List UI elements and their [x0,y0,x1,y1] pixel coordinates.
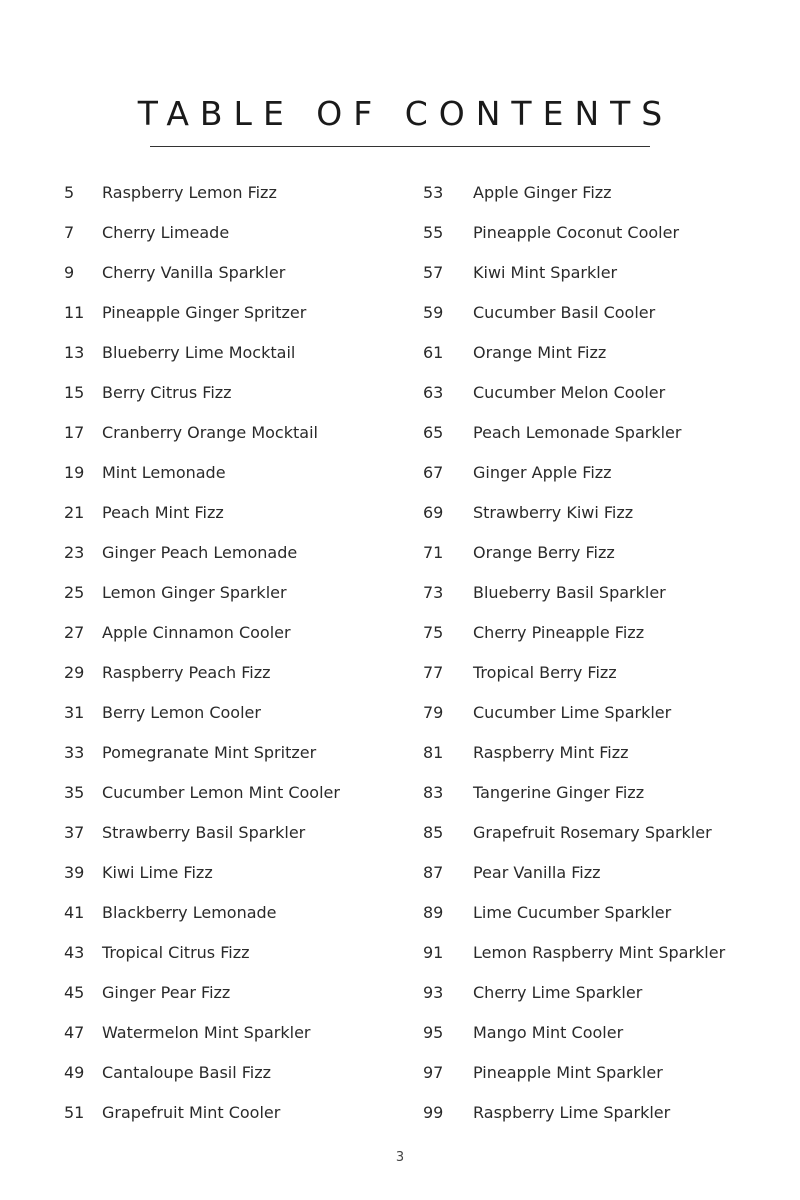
toc-recipe-name: Pear Vanilla Fizz [473,862,601,882]
toc-recipe-name: Blackberry Lemonade [102,902,277,922]
toc-page-number: 87 [423,862,444,882]
toc-page-number: 43 [64,942,85,962]
toc-entry [64,1092,404,1132]
toc-recipe-name: Orange Berry Fizz [473,542,615,562]
toc-recipe-name: Lemon Raspberry Mint Sparkler [473,942,726,962]
toc-page-number: 93 [423,982,444,1002]
toc-recipe-name: Cherry Vanilla Sparkler [102,262,286,282]
toc-recipe-name: Strawberry Basil Sparkler [102,822,306,842]
toc-page-number: 17 [64,422,85,442]
toc-entry [423,252,793,292]
toc-page-number: 67 [423,462,444,482]
toc-entry [423,372,793,412]
toc-page-number: 47 [64,1022,85,1042]
toc-entry [423,492,793,532]
toc-page-number: 29 [64,662,85,682]
toc-entry [64,412,404,452]
toc-entry [64,532,404,572]
toc-entry [423,212,793,252]
toc-entry [64,252,404,292]
toc-recipe-name: Ginger Peach Lemonade [102,542,298,562]
toc-entry [64,852,404,892]
toc-page-number: 63 [423,382,444,402]
toc-recipe-name: Apple Cinnamon Cooler [102,622,291,642]
toc-recipe-name: Apple Ginger Fizz [473,182,612,202]
toc-recipe-name: Cherry Limeade [102,222,230,242]
page-number: 3 [395,1150,405,1165]
toc-entry [423,572,793,612]
toc-page-number: 91 [423,942,444,962]
toc-entry [423,812,793,852]
toc-recipe-name: Lemon Ginger Sparkler [102,582,287,602]
toc-recipe-name: Cucumber Lime Sparkler [473,702,672,722]
toc-entry [64,772,404,812]
toc-recipe-name: Berry Lemon Cooler [102,702,261,722]
toc-page-number: 37 [64,822,85,842]
toc-recipe-name: Cucumber Basil Cooler [473,302,656,322]
toc-page-number: 99 [423,1102,444,1122]
toc-entry [64,172,404,212]
toc-recipe-name: Ginger Pear Fizz [102,982,231,1002]
toc-entry [64,572,404,612]
toc-entry [64,812,404,852]
toc-recipe-name: Mint Lemonade [102,462,226,482]
toc-entry [423,292,793,332]
toc-entry [64,892,404,932]
toc-page-number: 31 [64,702,85,722]
toc-right-column [423,172,793,1132]
toc-entry [423,412,793,452]
toc-entry [423,972,793,1012]
toc-entry [423,692,793,732]
toc-page-number: 49 [64,1062,85,1082]
toc-recipe-name: Blueberry Basil Sparkler [473,582,666,602]
toc-recipe-name: Peach Lemonade Sparkler [473,422,682,442]
toc-left-column [64,172,404,1132]
toc-page-number: 51 [64,1102,85,1122]
toc-recipe-name: Cherry Lime Sparkler [473,982,643,1002]
toc-entry [423,852,793,892]
toc-recipe-name: Mango Mint Cooler [473,1022,624,1042]
toc-entry [423,1052,793,1092]
toc-recipe-name: Blueberry Lime Mocktail [102,342,296,362]
toc-recipe-name: Tropical Citrus Fizz [102,942,250,962]
toc-page-number: 83 [423,782,444,802]
toc-page-number: 35 [64,782,85,802]
toc-entry [423,532,793,572]
toc-page-number: 13 [64,342,85,362]
toc-entry [423,332,793,372]
toc-recipe-name: Peach Mint Fizz [102,502,224,522]
toc-page-number: 15 [64,382,85,402]
toc-recipe-name: Cucumber Melon Cooler [473,382,666,402]
toc-entry [423,1012,793,1052]
toc-recipe-name: Raspberry Peach Fizz [102,662,271,682]
toc-page-number: 81 [423,742,444,762]
toc-recipe-name: Raspberry Mint Fizz [473,742,629,762]
page-title: TABLE OF CONTENTS [137,94,674,133]
toc-entry [64,972,404,1012]
toc-entry [64,1052,404,1092]
toc-recipe-name: Cucumber Lemon Mint Cooler [102,782,340,802]
toc-entry [64,932,404,972]
toc-recipe-name: Cranberry Orange Mocktail [102,422,318,442]
toc-page-number: 23 [64,542,85,562]
toc-recipe-name: Orange Mint Fizz [473,342,607,362]
title-divider [150,146,650,147]
toc-recipe-name: Raspberry Lime Sparkler [473,1102,671,1122]
toc-recipe-name: Raspberry Lemon Fizz [102,182,277,202]
toc-recipe-name: Kiwi Lime Fizz [102,862,213,882]
toc-page-number: 9 [64,262,75,282]
toc-entry [423,932,793,972]
toc-page-number: 27 [64,622,85,642]
toc-entry [423,1092,793,1132]
toc-entry [64,1012,404,1052]
toc-recipe-name: Ginger Apple Fizz [473,462,612,482]
toc-page-number: 69 [423,502,444,522]
toc-page-number: 59 [423,302,444,322]
toc-page-number: 45 [64,982,85,1002]
toc-entry [423,892,793,932]
toc-recipe-name: Watermelon Mint Sparkler [102,1022,311,1042]
toc-page-number: 73 [423,582,444,602]
toc-page-number: 61 [423,342,444,362]
toc-entry [64,292,404,332]
toc-entry [64,652,404,692]
toc-page-number: 5 [64,182,75,202]
toc-recipe-name: Cherry Pineapple Fizz [473,622,645,642]
toc-page-number: 77 [423,662,444,682]
toc-entry [64,612,404,652]
toc-entry [64,212,404,252]
toc-page-number: 33 [64,742,85,762]
toc-entry [423,652,793,692]
toc-entry [423,772,793,812]
toc-page-number: 85 [423,822,444,842]
toc-entry [423,452,793,492]
toc-entry [423,732,793,772]
toc-recipe-name: Grapefruit Rosemary Sparkler [473,822,712,842]
toc-page-number: 65 [423,422,444,442]
toc-page-number: 21 [64,502,85,522]
toc-page-number: 97 [423,1062,444,1082]
toc-recipe-name: Lime Cucumber Sparkler [473,902,672,922]
toc-page-number: 79 [423,702,444,722]
toc-page-number: 57 [423,262,444,282]
toc-entry [423,612,793,652]
toc-page-number: 25 [64,582,85,602]
toc-entry [64,692,404,732]
toc-page-number: 55 [423,222,444,242]
toc-recipe-name: Pineapple Ginger Spritzer [102,302,307,322]
toc-recipe-name: Kiwi Mint Sparkler [473,262,618,282]
toc-entry [64,332,404,372]
toc-page-number: 39 [64,862,85,882]
toc-recipe-name: Tangerine Ginger Fizz [473,782,645,802]
toc-entry [64,732,404,772]
toc-entry [423,172,793,212]
toc-page-number: 41 [64,902,85,922]
toc-recipe-name: Pomegranate Mint Spritzer [102,742,317,762]
toc-entry [64,492,404,532]
toc-recipe-name: Tropical Berry Fizz [473,662,617,682]
toc-page-number: 71 [423,542,444,562]
toc-page-number: 95 [423,1022,444,1042]
toc-page-number: 19 [64,462,85,482]
toc-page-number: 7 [64,222,75,242]
toc-entry [64,452,404,492]
toc-page-number: 53 [423,182,444,202]
toc-page-number: 11 [64,302,85,322]
toc-recipe-name: Strawberry Kiwi Fizz [473,502,634,522]
toc-recipe-name: Pineapple Coconut Cooler [473,222,680,242]
toc-entry [64,372,404,412]
toc-page-number: 89 [423,902,444,922]
toc-recipe-name: Berry Citrus Fizz [102,382,232,402]
toc-recipe-name: Pineapple Mint Sparkler [473,1062,663,1082]
toc-recipe-name: Grapefruit Mint Cooler [102,1102,281,1122]
toc-page-number: 75 [423,622,444,642]
toc-recipe-name: Cantaloupe Basil Fizz [102,1062,272,1082]
